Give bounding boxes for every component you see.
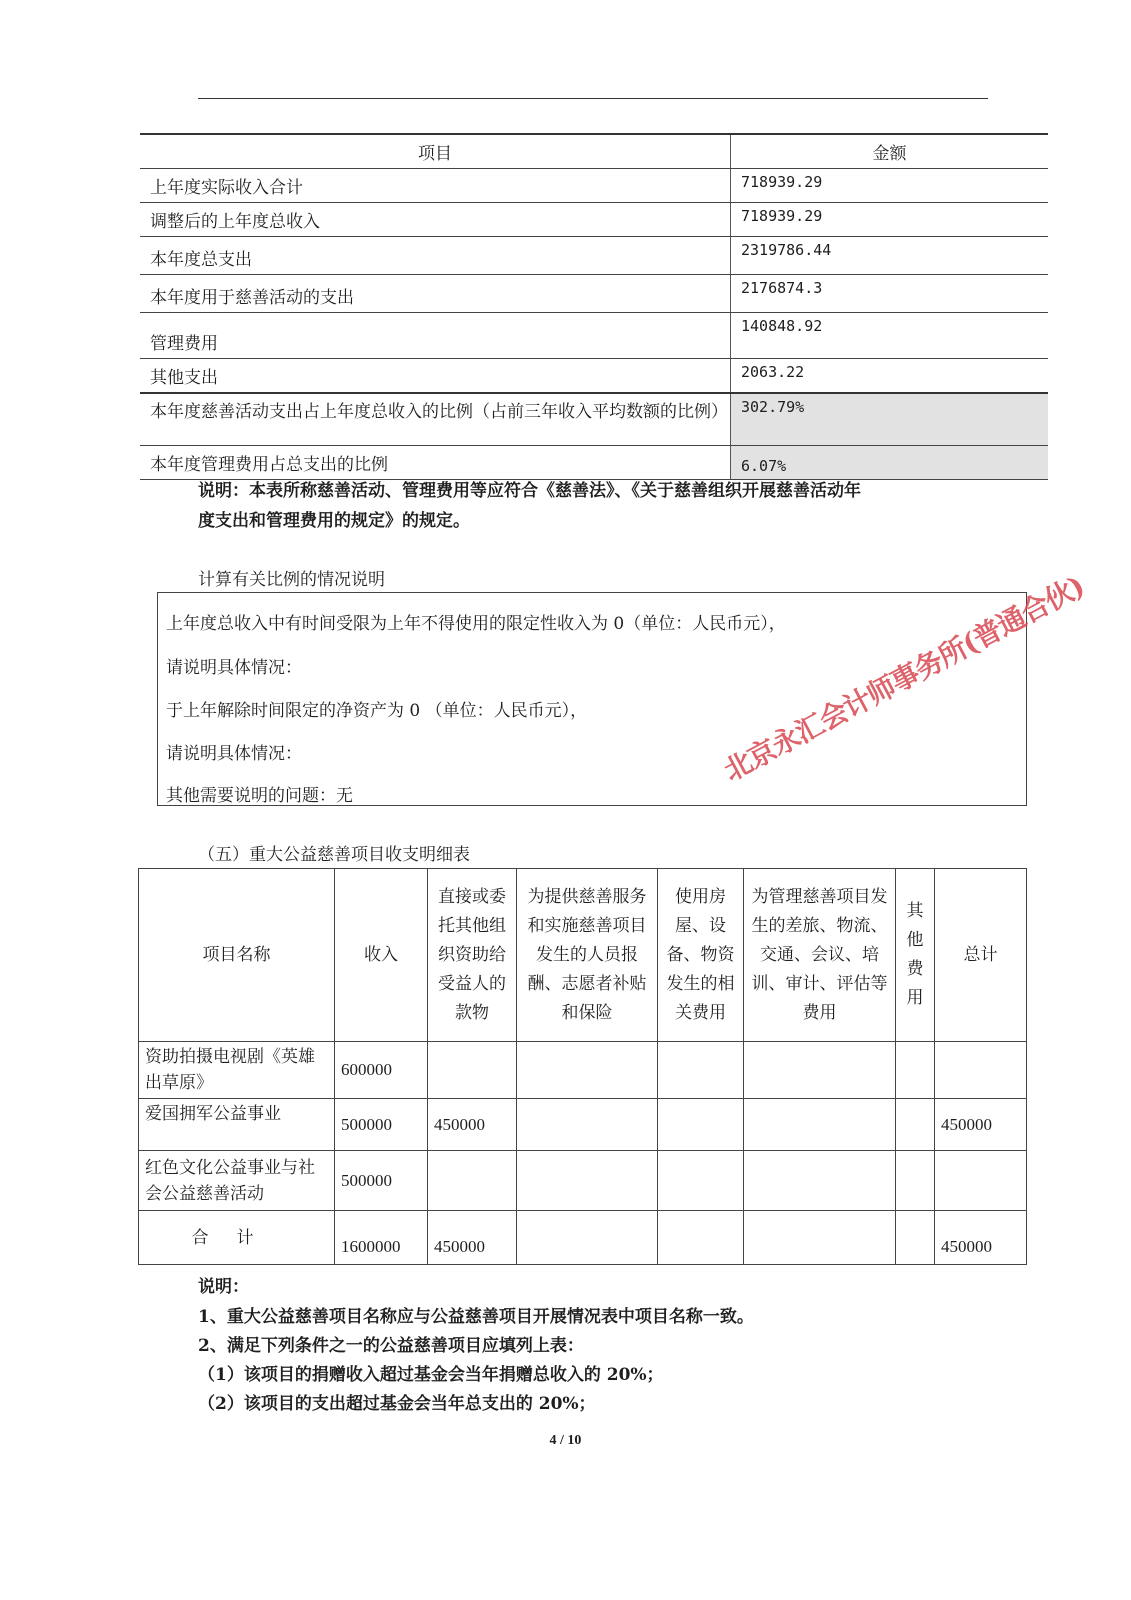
footnote-item: （1）该项目的捐赠收入超过基金会当年捐赠总收入的 20%；	[198, 1365, 664, 1385]
total-label: 合计	[139, 1211, 335, 1265]
facility	[658, 1151, 744, 1211]
header-rule	[198, 98, 988, 99]
row-label: 管理费用	[140, 313, 731, 359]
total-income: 1600000	[335, 1211, 428, 1265]
explanation-line: 请说明具体情况：	[166, 744, 302, 764]
row-value: 718939.29	[731, 203, 1049, 237]
project-name: 爱国拥军公益事业	[139, 1099, 335, 1151]
summary-note: 说明：本表所称慈善活动、管理费用等应符合《慈善法》、《关于慈善组织开展慈善活动年 度支出和管理费用的规定》的规定。	[198, 481, 861, 531]
grant	[428, 1042, 517, 1099]
row-label: 其他支出	[140, 359, 731, 394]
detail-table-title: （五）重大公益慈善项目收支明细表	[198, 845, 470, 865]
income: 500000	[335, 1099, 428, 1151]
management	[744, 1099, 896, 1151]
header-management: 为管理慈善项目发生的差旅、物流、交通、会议、培训、审计、评估等费用	[744, 869, 896, 1042]
row-value: 718939.29	[731, 169, 1049, 203]
other	[896, 1099, 935, 1151]
table-row	[139, 1151, 1027, 1211]
footnote-item: （2）该项目的支出超过基金会当年总支出的 20%；	[198, 1394, 596, 1414]
project-name: 红色文化公益事业与社会公益慈善活动	[139, 1151, 335, 1211]
table-row	[140, 203, 1048, 237]
total	[935, 1042, 1027, 1099]
table-row	[140, 359, 1048, 394]
row-value: 302.79%	[731, 393, 1049, 445]
total	[935, 1151, 1027, 1211]
row-label: 上年度实际收入合计	[140, 169, 731, 203]
staff	[517, 1151, 658, 1211]
header-staff: 为提供慈善服务和实施慈善项目发生的人员报酬、志愿者补贴和保险	[517, 869, 658, 1042]
detail-table	[138, 868, 1027, 1265]
management	[744, 1042, 896, 1099]
table-row	[139, 1099, 1027, 1151]
total-facility	[658, 1211, 744, 1265]
row-value: 2176874.3	[731, 275, 1049, 313]
footnote-item: 1、重大公益慈善项目名称应与公益慈善项目开展情况表中项目名称一致。	[198, 1307, 754, 1327]
table-row	[140, 313, 1048, 359]
table-row	[139, 1042, 1027, 1099]
row-value: 2319786.44	[731, 237, 1049, 275]
total: 450000	[935, 1099, 1027, 1151]
grand-total: 450000	[935, 1211, 1027, 1265]
table-row	[140, 275, 1048, 313]
income: 500000	[335, 1151, 428, 1211]
table-row	[140, 393, 1048, 445]
staff	[517, 1099, 658, 1151]
facility	[658, 1042, 744, 1099]
facility	[658, 1099, 744, 1151]
total-grant: 450000	[428, 1211, 517, 1265]
summary-table	[140, 133, 1048, 480]
footnote-item: 2、满足下列条件之一的公益慈善项目应填列上表：	[198, 1336, 584, 1356]
header-income: 收入	[335, 869, 428, 1042]
seal-stamp: 北京永汇会计师事务所(普通合伙)	[718, 569, 1090, 788]
row-value: 2063.22	[731, 359, 1049, 394]
header-facility: 使用房屋、设备、物资发生的相关费用	[658, 869, 744, 1042]
header-other: 其他费用	[896, 869, 935, 1042]
header-grant: 直接或委托其他组织资助给受益人的款物	[428, 869, 517, 1042]
explanation-line: 于上年解除时间限定的净资产为 0 （单位：人民币元），	[166, 701, 588, 721]
header-total: 总计	[935, 869, 1027, 1042]
project-name: 资助拍摄电视剧《英雄出草原》	[139, 1042, 335, 1099]
other	[896, 1042, 935, 1099]
row-value: 6.07%	[731, 445, 1049, 479]
total-other	[896, 1211, 935, 1265]
table-row	[140, 169, 1048, 203]
row-label: 本年度总支出	[140, 237, 731, 275]
row-label: 本年度管理费用占总支出的比例	[140, 445, 731, 479]
col-amount-header: 金额	[731, 134, 1049, 169]
header-project-name: 项目名称	[139, 869, 335, 1042]
grant: 450000	[428, 1099, 517, 1151]
total-staff	[517, 1211, 658, 1265]
footnote-title: 说明：	[198, 1277, 249, 1297]
row-label: 本年度用于慈善活动的支出	[140, 275, 731, 313]
grant	[428, 1151, 517, 1211]
explanation-line: 请说明具体情况：	[166, 658, 302, 678]
col-item-header: 项目	[140, 134, 731, 169]
income: 600000	[335, 1042, 428, 1099]
row-label: 调整后的上年度总收入	[140, 203, 731, 237]
table-row	[140, 445, 1048, 479]
staff	[517, 1042, 658, 1099]
total-row	[139, 1211, 1027, 1265]
row-label: 本年度慈善活动支出占上年度总收入的比例（占前三年收入平均数额的比例）	[140, 393, 731, 445]
explanation-line: 上年度总收入中有时间受限为上年不得使用的限定性收入为 0（单位：人民币元），	[166, 614, 786, 634]
page-number: 4 / 10	[549, 1433, 582, 1448]
other	[896, 1151, 935, 1211]
table-row	[140, 237, 1048, 275]
ratio-explanation-title: 计算有关比例的情况说明	[198, 570, 385, 590]
row-value: 140848.92	[731, 313, 1049, 359]
management	[744, 1151, 896, 1211]
explanation-line: 其他需要说明的问题：无	[166, 786, 353, 806]
total-management	[744, 1211, 896, 1265]
